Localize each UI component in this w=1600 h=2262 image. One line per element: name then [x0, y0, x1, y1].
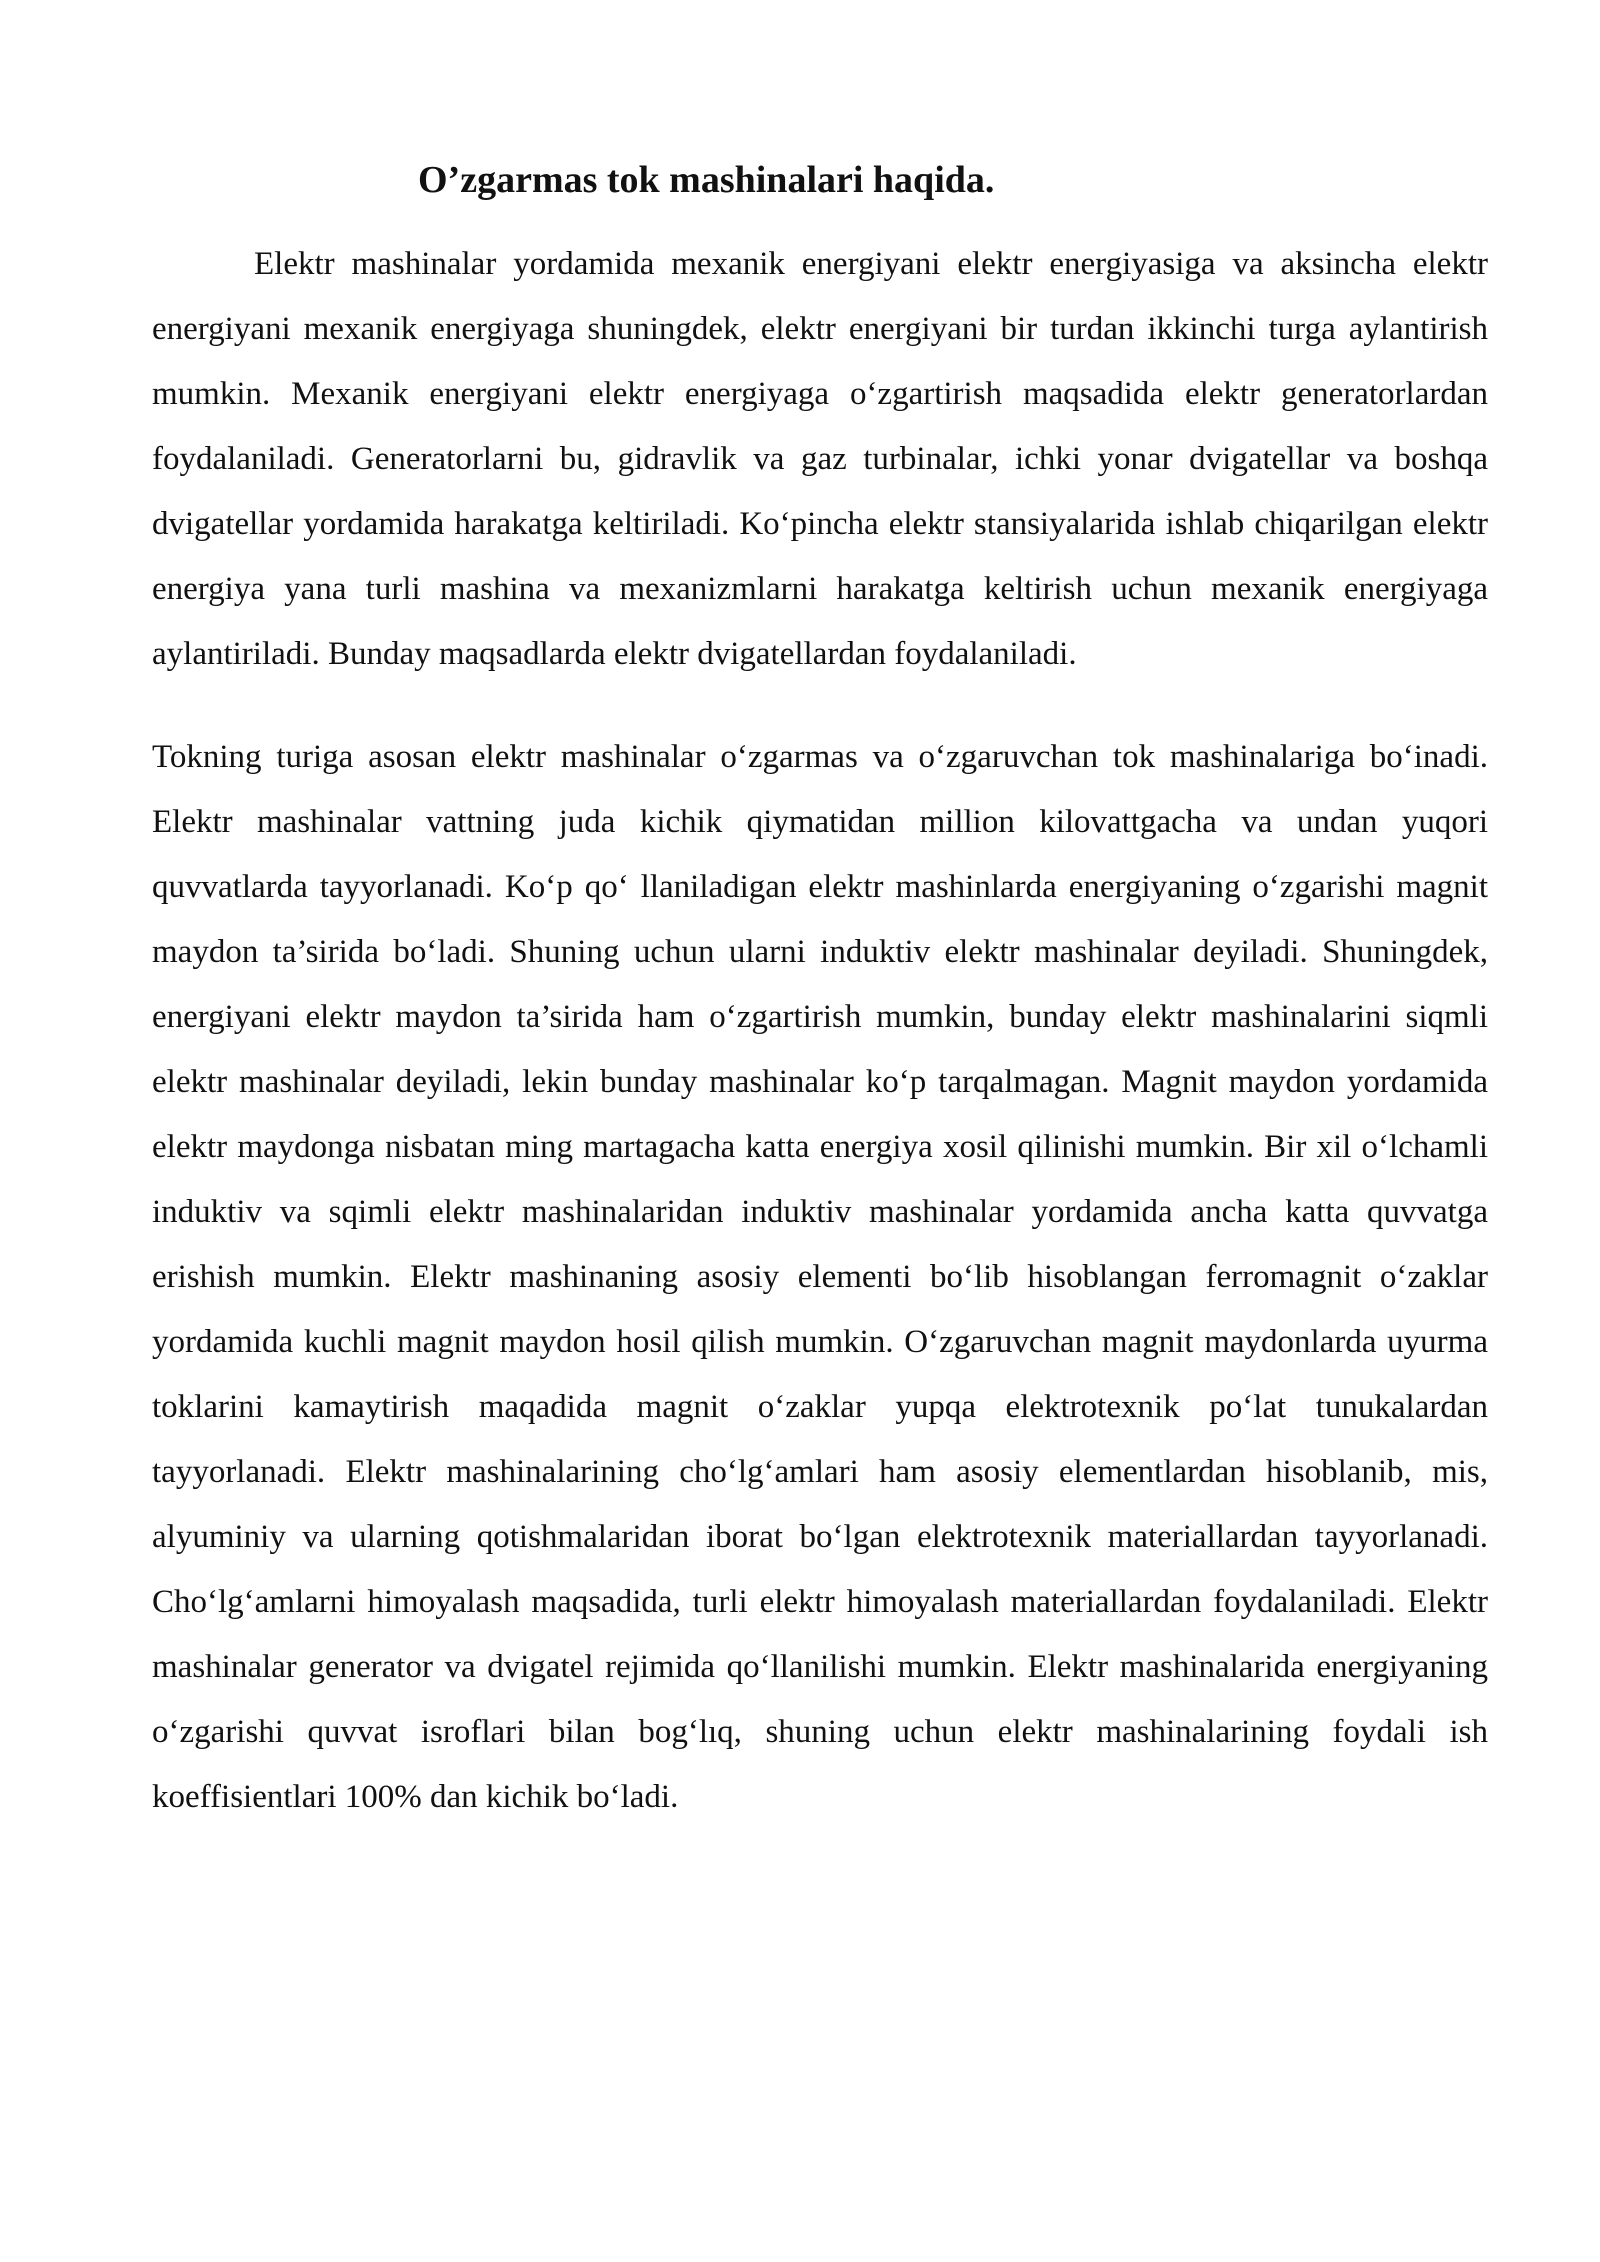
paragraph-intro: Elektr mashinalar yordamida mexanik energiyani elektr energiyasiga va aksincha elektr energiyani mexanik energiyaga shuningdek, elektr energiyani bir turdan ikkinchi turga aylantirish mumkin. Mexanik energiyani elektr energiyaga o‘zgartirish maqsadida elektr generatorlardan foydalaniladi. Generatorlarni bu, gidravlik va gaz turbinalar, ichki yonar dvigatellar va boshqa dvigatellar yordamida harakatga keltiriladi. Ko‘pincha elektr stansiyalarida ishlab chiqarilgan elektr energiya yana turli mashina va mexanizmlarni harakatga keltirish uchun mexanik energiyaga aylantiriladi. Bunday maqsadlarda elektr dvigatellardan foydalaniladi.	[152, 246, 1488, 672]
document-page	[152, 150, 1488, 1830]
document-title: O’zgarmas tok mashinalari haqida.	[418, 159, 995, 201]
paragraph-main: Tokning turiga asosan elektr mashinalar o‘zgarmas va o‘zgaruvchan tok mashinalariga bo‘inadi. Elektr mashinalar vattning juda kichik qiymatidan million kilovattgacha va undan yuqori quvvatlarda tayyorlanadi. Ko‘p qo‘ llaniladigan elektr mashinlarda energiyaning o‘zgarishi magnit maydon ta’sirida bo‘ladi. Shuning uchun ularni induktiv elektr mashinalar deyiladi. Shuningdek, energiyani elektr maydon ta’sirida ham o‘zgartirish mumkin, bunday elektr mashinalarini siqmli elektr mashinalar deyiladi, lekin bunday mashinalar ko‘p tarqalmagan. Magnit maydon yordamida elektr maydonga nisbatan ming martagacha katta energiya xosil qilinishi mumkin. Bir xil o‘lchamli induktiv va sqimli elektr mashinalaridan induktiv mashinalar yordamida ancha katta quvvatga erishish mumkin. Elektr mashinaning asosiy elementi bo‘lib hisoblangan ferromagnit o‘zaklar yordamida kuchli magnit maydon hosil qilish mumkin. O‘zgaruvchan magnit maydonlarda uyurma toklarini kamaytirish maqadida magnit o‘zaklar yupqa elektrotexnik po‘lat tunukalardan tayyorlanadi. Elektr mashinalarining cho‘lg‘amlari ham asosiy elementlardan hisoblanib, mis, alyuminiy va ularning qotishmalaridan iborat bo‘lgan elektrotexnik materiallardan tayyorlanadi. Cho‘lg‘amlarni himoyalash maqsadida, turli elektr himoyalash materiallardan foydalaniladi. Elektr mashinalar generator va dvigatel rejimida qo‘llanilishi mumkin. Elektr mashinalarida energiyaning o‘zgarishi quvvat isroflari bilan bog‘lıq, shuning uchun elektr mashinalarining foydali ish koeffisientlari 100% dan kichik bo‘ladi.	[152, 739, 1488, 1815]
